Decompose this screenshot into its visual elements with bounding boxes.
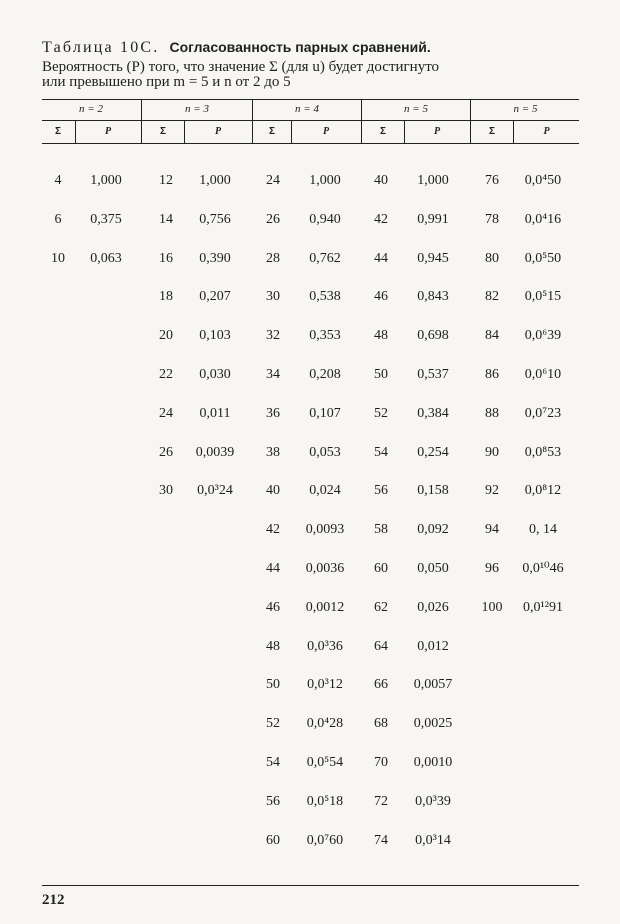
sigma-cell: 48 — [374, 328, 388, 344]
sigma-cell: 74 — [374, 832, 388, 848]
sigma-cell: 32 — [266, 328, 280, 344]
probability-cell: 0,0⁷23 — [524, 405, 562, 421]
sigma-cell: 96 — [485, 561, 499, 576]
sigma-cell: 88 — [485, 405, 499, 421]
sigma-cell: 48 — [266, 638, 280, 654]
group-separator — [470, 99, 471, 143]
p-header-5: P — [543, 126, 550, 137]
group-separator — [361, 99, 362, 143]
group-header-3: n = 4 — [295, 103, 319, 115]
probability-cell: 0,103 — [199, 328, 231, 344]
probability-cell: 0,158 — [417, 483, 449, 499]
sigma-cell: 6 — [54, 211, 62, 227]
sigma-cell: 20 — [159, 328, 173, 344]
probability-cell: 0,538 — [309, 289, 341, 305]
sigma-cell: 62 — [374, 599, 388, 615]
probability-cell: 1,000 — [199, 173, 231, 188]
sigma-cell: 28 — [266, 250, 280, 266]
sigma-cell: 60 — [374, 561, 388, 576]
sigma-cell: 78 — [485, 211, 499, 227]
sigma-cell: 52 — [374, 405, 388, 421]
sigma-cell: 24 — [266, 173, 280, 188]
sigma-cell: 56 — [266, 793, 280, 809]
table-title — [42, 38, 431, 57]
probability-cell: 0,756 — [199, 211, 231, 227]
probability-cell: 0,537 — [417, 367, 449, 382]
header-middle-rule — [42, 120, 579, 121]
probability-cell: 0,0010 — [413, 755, 453, 770]
sigma-header-5: Σ — [488, 126, 495, 137]
sigma-cell: 54 — [374, 444, 388, 460]
probability-cell: 0,0¹⁰46 — [522, 561, 564, 576]
probability-cell: 0,0⁵15 — [524, 289, 562, 305]
probability-cell: 0,762 — [309, 250, 341, 266]
probability-cell: 0,092 — [417, 522, 449, 538]
probability-cell: 0,030 — [199, 367, 231, 382]
probability-cell: 0,945 — [417, 250, 449, 266]
probability-cell: 0,254 — [417, 444, 449, 460]
sigma-header-1: Σ — [54, 126, 61, 137]
caption-line-2: или превышено при m = 5 и n от 2 до 5 — [42, 74, 291, 90]
sigma-cell: 76 — [485, 173, 499, 188]
probability-cell: 0,050 — [417, 561, 449, 576]
probability-cell: 0,991 — [417, 211, 449, 227]
group-header-5: n = 5 — [513, 103, 538, 115]
probability-cell: 0,026 — [417, 599, 449, 615]
sigma-cell: 70 — [374, 755, 388, 770]
header-top-rule — [42, 99, 579, 100]
probability-cell: 0,0012 — [305, 599, 345, 615]
sub-separator — [184, 120, 185, 143]
probability-cell: 0,843 — [417, 289, 449, 305]
probability-cell: 1,000 — [417, 173, 449, 188]
probability-cell: 0,0¹²91 — [523, 599, 563, 615]
probability-cell: 0,0036 — [305, 561, 345, 576]
table-caption — [42, 60, 439, 90]
sub-separator — [513, 120, 514, 143]
sigma-cell: 46 — [266, 599, 280, 615]
sigma-cell: 72 — [374, 793, 388, 809]
group-separator — [252, 99, 253, 143]
sigma-cell: 68 — [374, 716, 388, 732]
sigma-cell: 60 — [266, 832, 280, 848]
sigma-cell: 40 — [374, 173, 388, 188]
table-name: Согласованность парных сравнений. — [169, 39, 431, 55]
sigma-cell: 94 — [485, 522, 499, 538]
sigma-cell: 56 — [374, 483, 388, 499]
probability-cell: 0,0³24 — [197, 483, 233, 499]
sigma-cell: 22 — [159, 367, 173, 382]
probability-cell: 0,698 — [417, 328, 449, 344]
sub-separator — [291, 120, 292, 143]
probability-cell: 0,0⁸12 — [524, 483, 562, 499]
probability-cell: 0,0⁵54 — [306, 755, 344, 770]
group-header-4: n = 5 — [404, 103, 428, 115]
sigma-cell: 40 — [266, 483, 280, 499]
probability-cell: 0,0⁴50 — [524, 173, 562, 188]
page-number: 212 — [42, 892, 65, 908]
probability-cell: 0,0⁸53 — [524, 444, 562, 460]
sigma-cell: 54 — [266, 755, 280, 770]
probability-cell: 0,0⁶39 — [524, 328, 562, 344]
sigma-cell: 44 — [374, 250, 388, 266]
p-header-4: P — [433, 126, 441, 137]
sigma-cell: 36 — [266, 405, 280, 421]
probability-cell: 0,384 — [417, 405, 449, 421]
probability-cell: 1,000 — [309, 173, 341, 188]
sub-separator — [75, 120, 76, 143]
sigma-cell: 82 — [485, 289, 499, 305]
probability-cell: 0,0⁴28 — [306, 716, 344, 732]
sigma-cell: 38 — [266, 444, 280, 460]
probability-cell: 0,011 — [199, 405, 231, 421]
sigma-cell: 30 — [159, 483, 173, 499]
sigma-cell: 50 — [266, 677, 280, 693]
probability-cell: 0,012 — [417, 638, 449, 654]
probability-cell: 0,0057 — [413, 677, 453, 693]
sigma-cell: 14 — [159, 211, 173, 227]
probability-cell: 0,0⁷60 — [306, 832, 344, 848]
probability-cell: 0,0⁵50 — [524, 250, 562, 266]
probability-cell: 0,0⁶10 — [524, 367, 562, 382]
sigma-cell: 50 — [374, 367, 388, 382]
sigma-cell: 30 — [266, 289, 280, 305]
sigma-cell: 18 — [159, 289, 173, 305]
sigma-cell: 58 — [374, 522, 388, 538]
sigma-cell: 26 — [159, 444, 173, 460]
probability-cell: 0,940 — [309, 211, 341, 227]
probability-cell: 0,053 — [309, 444, 341, 460]
probability-cell: 0,107 — [309, 405, 341, 421]
p-header-1: P — [104, 126, 112, 137]
probability-cell: 0,353 — [309, 328, 341, 344]
sigma-cell: 80 — [485, 250, 499, 266]
probability-cell: 0,0³12 — [307, 677, 343, 693]
p-header-3: P — [322, 126, 330, 137]
probability-cell: 1,000 — [90, 173, 122, 188]
probability-cell: 0,207 — [199, 289, 231, 305]
sigma-cell: 66 — [374, 677, 388, 693]
group-header-1: n = 2 — [79, 103, 103, 115]
group-header-2: n = 3 — [185, 103, 209, 115]
sigma-cell: 4 — [54, 173, 62, 188]
probability-cell: 0,024 — [309, 483, 341, 499]
sigma-cell: 84 — [485, 328, 499, 344]
sigma-cell: 10 — [51, 250, 65, 266]
sub-separator — [404, 120, 405, 143]
probability-cell: 0,0³39 — [415, 793, 451, 809]
group-separator — [141, 99, 142, 143]
probability-cell: 0,0039 — [195, 444, 235, 460]
probability-cell: 0,375 — [90, 211, 122, 227]
sigma-cell: 86 — [485, 367, 499, 382]
p-header-2: P — [214, 126, 222, 137]
sigma-header-3: Σ — [268, 126, 275, 137]
sigma-cell: 100 — [481, 599, 503, 615]
sigma-cell: 16 — [159, 250, 173, 266]
sigma-cell: 24 — [159, 405, 173, 421]
footer-rule — [42, 885, 579, 886]
probability-cell: 0,0025 — [413, 716, 453, 732]
header-bottom-rule — [42, 143, 579, 144]
sigma-header-4: Σ — [379, 126, 386, 137]
probability-cell: 0,0⁴16 — [524, 211, 562, 227]
probability-cell: 0, 14 — [529, 522, 557, 538]
probability-cell: 0,390 — [199, 250, 231, 266]
sigma-header-2: Σ — [159, 126, 166, 137]
sigma-cell: 46 — [374, 289, 388, 305]
sigma-cell: 64 — [374, 638, 388, 654]
probability-cell: 0,0³36 — [307, 638, 343, 654]
sigma-cell: 92 — [485, 483, 499, 499]
caption-line-1: Вероятность (P) того, что значение Σ (для u) будет достигнуто — [42, 59, 440, 75]
sigma-cell: 42 — [374, 211, 388, 227]
sigma-cell: 52 — [266, 716, 280, 732]
probability-cell: 0,063 — [90, 250, 122, 266]
table-label: Таблица 10С. — [42, 39, 160, 56]
probability-cell: 0,208 — [309, 367, 341, 382]
sigma-cell: 12 — [159, 173, 173, 188]
sigma-cell: 90 — [485, 444, 499, 460]
sigma-cell: 42 — [266, 522, 280, 538]
sigma-cell: 44 — [266, 561, 280, 576]
probability-cell: 0,0³14 — [415, 832, 451, 848]
sigma-cell: 26 — [266, 211, 280, 227]
probability-cell: 0,0⁵18 — [306, 793, 344, 809]
sigma-cell: 34 — [266, 367, 280, 382]
probability-cell: 0,0093 — [305, 522, 345, 538]
